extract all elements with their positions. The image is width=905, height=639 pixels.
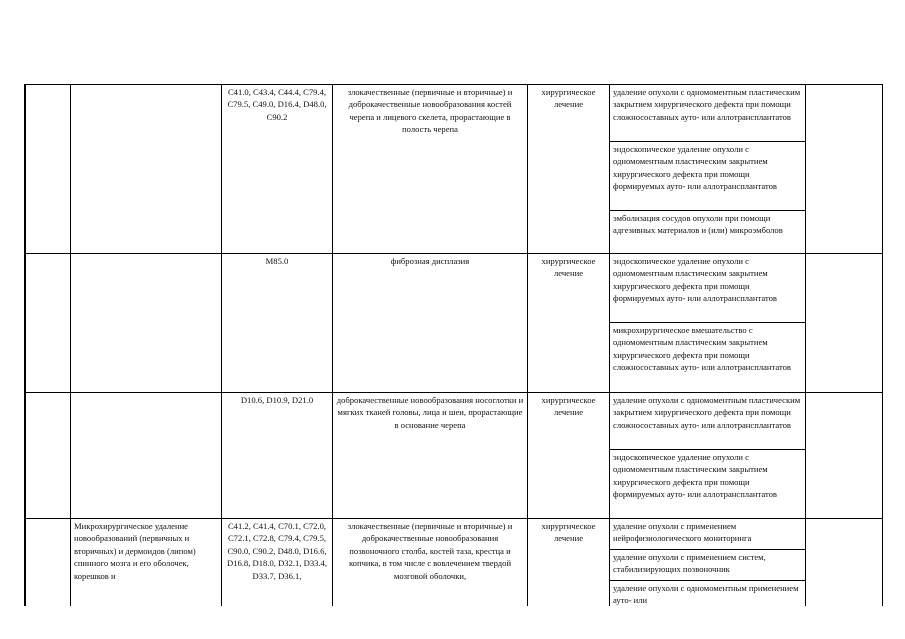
- icd-codes-cell: D10.6, D10.9, D21.0: [222, 393, 333, 519]
- medical-services-table: [25, 84, 883, 606]
- diagnosis-cell: доброкачественные новообразования носоглотки и мягких тканей головы, лица и шеи, прорастающие в основание черепа: [333, 393, 528, 519]
- table-row: [26, 85, 883, 254]
- treatment-type-cell: хирургическое лечение: [528, 519, 610, 607]
- icd-codes-cell: C41.0, C43.4, C44.4, C79.4, C79.5, C49.0, D16.4, D48.0, C90.2: [222, 85, 333, 254]
- method-item: удаление опухоли с применением нейрофизиологического мониторинга: [613, 521, 752, 544]
- method-item: эндоскопическое удаление опухоли с одномоментным пластическим закрытием хирургического дефекта при помощи формируемых ауто- или аллотрансплантатов: [610, 141, 805, 210]
- treatment-type-cell: хирургическое лечение: [528, 85, 610, 254]
- table-row: [26, 254, 883, 393]
- diagnosis-cell: злокачественные (первичные и вторичные) и доброкачественные новообразования позвоночного столба, костей таза, крестца и копчика, в том числе с вовлечением твердой мозговой оболочки,: [333, 519, 528, 607]
- service-name-cell: Микрохирургическое удаление новообразований (первичных и вторичных) и дермоидов (липом) спинного мозга и его оболочек, корешков и: [71, 519, 222, 607]
- method-item: удаление опухоли с одномоментным пластическим закрытием хирургического дефекта при помощи сложносоставных ауто- или аллотрансплантатов: [613, 395, 801, 430]
- methods-cell: [610, 85, 806, 254]
- service-name-cell: [71, 254, 222, 393]
- service-name-cell: [71, 393, 222, 519]
- extra-cell: [806, 393, 883, 519]
- treatment-type-cell: хирургическое лечение: [528, 254, 610, 393]
- method-item: удаление опухоли с одномоментным применением ауто- или: [610, 580, 805, 606]
- extra-cell: [806, 519, 883, 607]
- method-item: эндоскопическое удаление опухоли с одномоментным пластическим закрытием хирургического дефекта при помощи формируемых ауто- или аллотрансплантатов: [610, 449, 805, 518]
- document-table-page: [24, 84, 883, 606]
- row-number-cell: [26, 393, 71, 519]
- row-number-cell: [26, 85, 71, 254]
- methods-cell: [610, 254, 806, 393]
- method-item: микрохирургическое вмешательство с одномоментным пластическим закрытием хирургического дефекта при помощи сложносоставных ауто- или аллотрансплантатов: [610, 322, 805, 391]
- extra-cell: [806, 254, 883, 393]
- treatment-type-cell: хирургическое лечение: [528, 393, 610, 519]
- diagnosis-cell: злокачественные (первичные и вторичные) и доброкачественные новообразования костей черепа и лицевого скелета, прорастающие в полость черепа: [333, 85, 528, 254]
- methods-cell: [610, 393, 806, 519]
- extra-cell: [806, 85, 883, 254]
- method-item: эндоскопическое удаление опухоли с одномоментным пластическим закрытием хирургического дефекта при помощи формируемых ауто- или аллотрансплантатов: [613, 256, 777, 304]
- service-name-cell: [71, 85, 222, 254]
- methods-cell: [610, 519, 806, 607]
- table-row: [26, 519, 883, 607]
- row-number-cell: [26, 254, 71, 393]
- method-item: удаление опухоли с одномоментным пластическим закрытием хирургического дефекта при помощи сложносоставных ауто- или аллотрансплантатов: [613, 87, 801, 122]
- diagnosis-cell: фиброзная дисплазия: [333, 254, 528, 393]
- table-row: [26, 393, 883, 519]
- method-item: эмболизация сосудов опухоли при помощи адгезивных материалов и (или) микроэмболов: [610, 210, 805, 253]
- icd-codes-cell: M85.0: [222, 254, 333, 393]
- method-item: удаление опухоли с применением систем, стабилизирующих позвоночник: [610, 549, 805, 580]
- icd-codes-cell: C41.2, C41.4, C70.1, C72.0, C72.1, C72.8, C79.4, C79.5, C90.0, C90.2, D48.0, D16.6, D16.8, D18.0, D32.1, D33.4, D33.7, D36.1,: [222, 519, 333, 607]
- row-number-cell: [26, 519, 71, 607]
